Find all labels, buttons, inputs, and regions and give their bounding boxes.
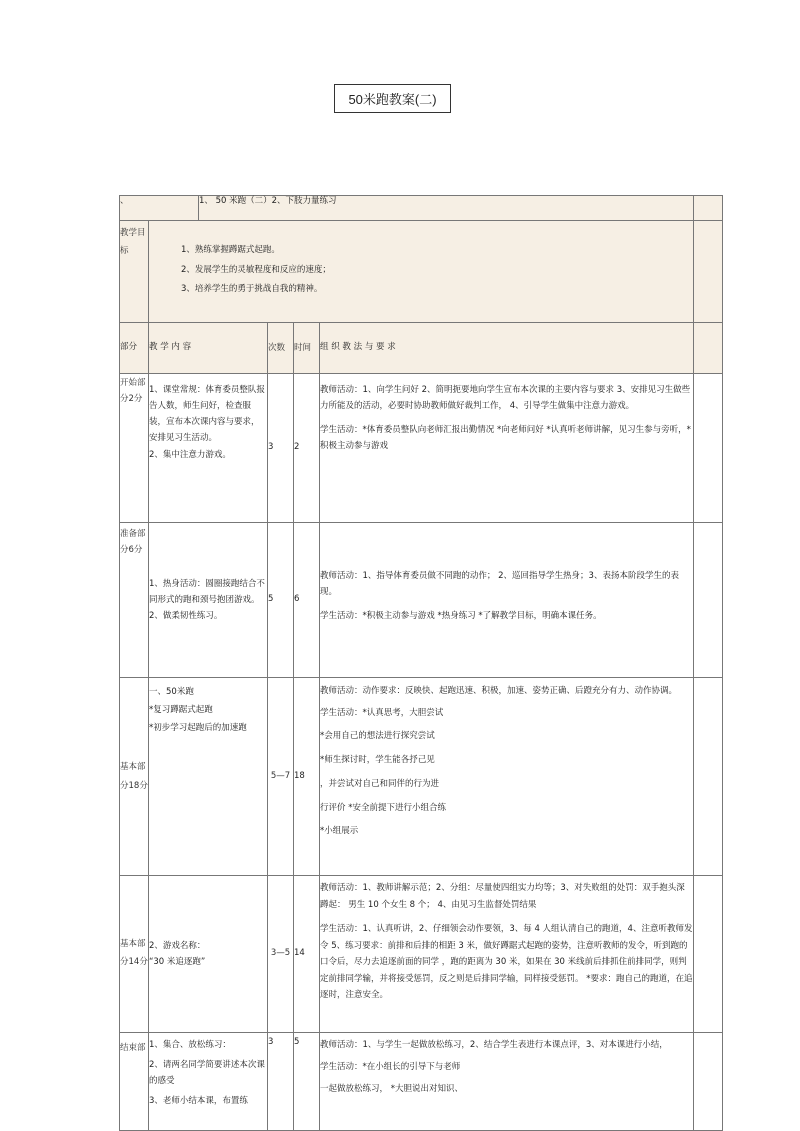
lesson-plan-table xyxy=(119,195,723,1131)
org-paragraph: 学生活动：1、认真听讲，2、仔细领会动作要领，3、每 4 人组认清自己的跑道，4、注意听教师发令 5、练习要求：前排和后排的相距 3 米，做好蹲踞式起跑的姿势，注意听教师的发令，听到跑的口令后，尽力去追逐前面的同学 ，跑的距离为 30 米，如果在 30 米线前后排抓住前排同学，则判定前排同学输，并将接受惩罚，反之则是后排同学输，同样接受惩罚。 *要求：跑自己的跑道，在追逐时，注意安全。 xyxy=(320,924,693,1001)
org-line: 行评价 *安全前提下进行小组合练 xyxy=(320,802,446,813)
content-line: 2、请两名同学简要讲述本次课的感受 xyxy=(149,1060,265,1087)
content-line: 2、做柔韧性练习。 xyxy=(149,611,223,622)
content-line: 一、50米跑 xyxy=(149,687,194,697)
org-line: ，并尝试对自己和同伴的行为进 xyxy=(320,778,440,789)
org-paragraph: 教师活动：1、向学生问好 2、简明扼要地向学生宣布本次课的主要内容与要求 3、安排见习生做些力所能及的活动，必要时协助教师做好裁判工作， 4、引导学生做集中注意力游戏。 xyxy=(320,385,691,412)
content-line: 1、集合、放松练习： xyxy=(149,1040,231,1050)
org-cell xyxy=(320,374,694,523)
content-cell xyxy=(149,876,268,1033)
extra-cell xyxy=(694,523,723,678)
org-line: 学生活动：*认真思考，大胆尝试 xyxy=(320,707,444,718)
count-cell: 5 xyxy=(268,523,294,678)
table-row xyxy=(120,523,723,678)
header-org: 组 织 教 法 与 要 求 xyxy=(320,323,694,374)
content-line: “30 米追逐跑” xyxy=(149,957,206,967)
count-cell: 3 xyxy=(268,374,294,523)
topic-extra-cell xyxy=(694,196,723,221)
count-cell: 3 xyxy=(268,1033,294,1131)
content-line: 1、热身活动：圆圈接跑结合不同形式的跑和颈号抱团游戏。 xyxy=(149,578,265,605)
table-row xyxy=(120,1033,723,1131)
time-cell: 6 xyxy=(294,523,320,678)
time-cell: 18 xyxy=(294,678,320,876)
time-cell: 2 xyxy=(294,374,320,523)
org-line: 一起做放松练习， *大胆说出对知识、 xyxy=(320,1084,463,1095)
content-cell xyxy=(149,1033,268,1131)
extra-cell xyxy=(694,374,723,523)
goal-item: 2、发展学生的灵敏程度和反应的速度； xyxy=(181,264,331,275)
topic-text: 1、 50 米跑（二）2、下肢力量练习 xyxy=(199,196,694,221)
content-cell xyxy=(149,678,268,876)
part-cell: 开始部分2分 xyxy=(120,374,149,523)
extra-cell xyxy=(694,876,723,1033)
org-line: 学生活动：*在小组长的引导下与老师 xyxy=(320,1062,461,1073)
header-extra-cell xyxy=(694,323,723,374)
content-cell xyxy=(149,374,268,523)
count-cell: 3—5 xyxy=(268,876,294,1033)
topic-row xyxy=(120,196,723,221)
org-line: *会用自己的想法进行探究尝试 xyxy=(320,731,435,742)
content-line: *初步学习起跑后的加速跑 xyxy=(149,722,247,733)
org-paragraph: 学生活动：*体育委员整队向老师汇报出勤情况 *向老师问好 *认真听老师讲解，见习生参与旁听，*积极主动参与游戏 xyxy=(320,425,691,452)
header-time: 时间 xyxy=(294,323,320,374)
topic-lead: 、 xyxy=(120,196,199,221)
document-title: 50米跑教案(二) xyxy=(334,84,451,113)
org-paragraph: 教师活动：1、教师讲解示范；2、分组：尽量使四组实力均等；3、对失败组的处罚：双手抱头深蹲起： 男生 10 个女生 8 个； 4、由见习生监督处罚结果 xyxy=(320,883,685,910)
org-line: *小组展示 xyxy=(320,826,359,837)
part-cell: 基本部分18分 xyxy=(120,678,149,876)
content-line: 2、集中注意力游戏。 xyxy=(149,449,231,460)
header-row xyxy=(120,323,723,374)
table-row xyxy=(120,374,723,523)
org-cell xyxy=(320,1033,694,1131)
content-line: *复习蹲踞式起跑 xyxy=(149,704,213,715)
part-cell: 准备部分6分 xyxy=(120,523,149,678)
time-cell: 14 xyxy=(294,876,320,1033)
org-line: 教师活动：动作要求：反映快、起跑迅速、积极，加速、姿势正确、后蹬充分有力、动作协调。 xyxy=(320,686,678,696)
goal-item: 3、培养学生的勇于挑战自我的精神。 xyxy=(181,284,323,295)
goal-item: 1、熟练掌握蹲踞式起跑。 xyxy=(181,245,280,255)
org-cell xyxy=(320,876,694,1033)
content-line: 2、游戏名称： xyxy=(149,940,206,951)
org-line: 教师活动：1、与学生一起做放松练习，2、结合学生表进行本课点评，3、对本课进行小结， xyxy=(320,1040,668,1050)
goals-extra-cell xyxy=(694,221,723,323)
goals-row xyxy=(120,221,723,323)
part-cell: 基本部分14分 xyxy=(120,876,149,1033)
org-cell xyxy=(320,523,694,678)
content-line: 1、课堂常规：体育委员整队报告人数，师生问好，检查服装，宣布本次课内容与要求，安排见习生活动。 xyxy=(149,385,265,444)
org-paragraph: 教师活动：1、指导体育委员做不同跑的动作； 2、巡回指导学生热身；3、表扬本阶段学生的表现。 xyxy=(320,570,679,597)
content-cell xyxy=(149,523,268,678)
header-part: 部分 xyxy=(120,323,149,374)
goals-list xyxy=(149,221,694,323)
count-cell: 5—7 xyxy=(268,678,294,876)
content-line: 3、老师小结本课，布置练 xyxy=(149,1096,248,1107)
table-row xyxy=(120,678,723,876)
extra-cell xyxy=(694,1033,723,1131)
time-cell: 5 xyxy=(294,1033,320,1131)
goals-label: 教学目标 xyxy=(120,221,149,323)
extra-cell xyxy=(694,678,723,876)
header-count: 次数 xyxy=(268,323,294,374)
header-content: 教 学 内 容 xyxy=(149,323,268,374)
org-paragraph: 学生活动：*积极主动参与游戏 *热身练习 *了解教学目标，明确本课任务。 xyxy=(320,611,602,622)
part-cell: 结束部 xyxy=(120,1033,149,1131)
org-cell xyxy=(320,678,694,876)
table-row xyxy=(120,876,723,1033)
org-line: *师生探讨时，学生能各抒己见 xyxy=(320,755,435,766)
